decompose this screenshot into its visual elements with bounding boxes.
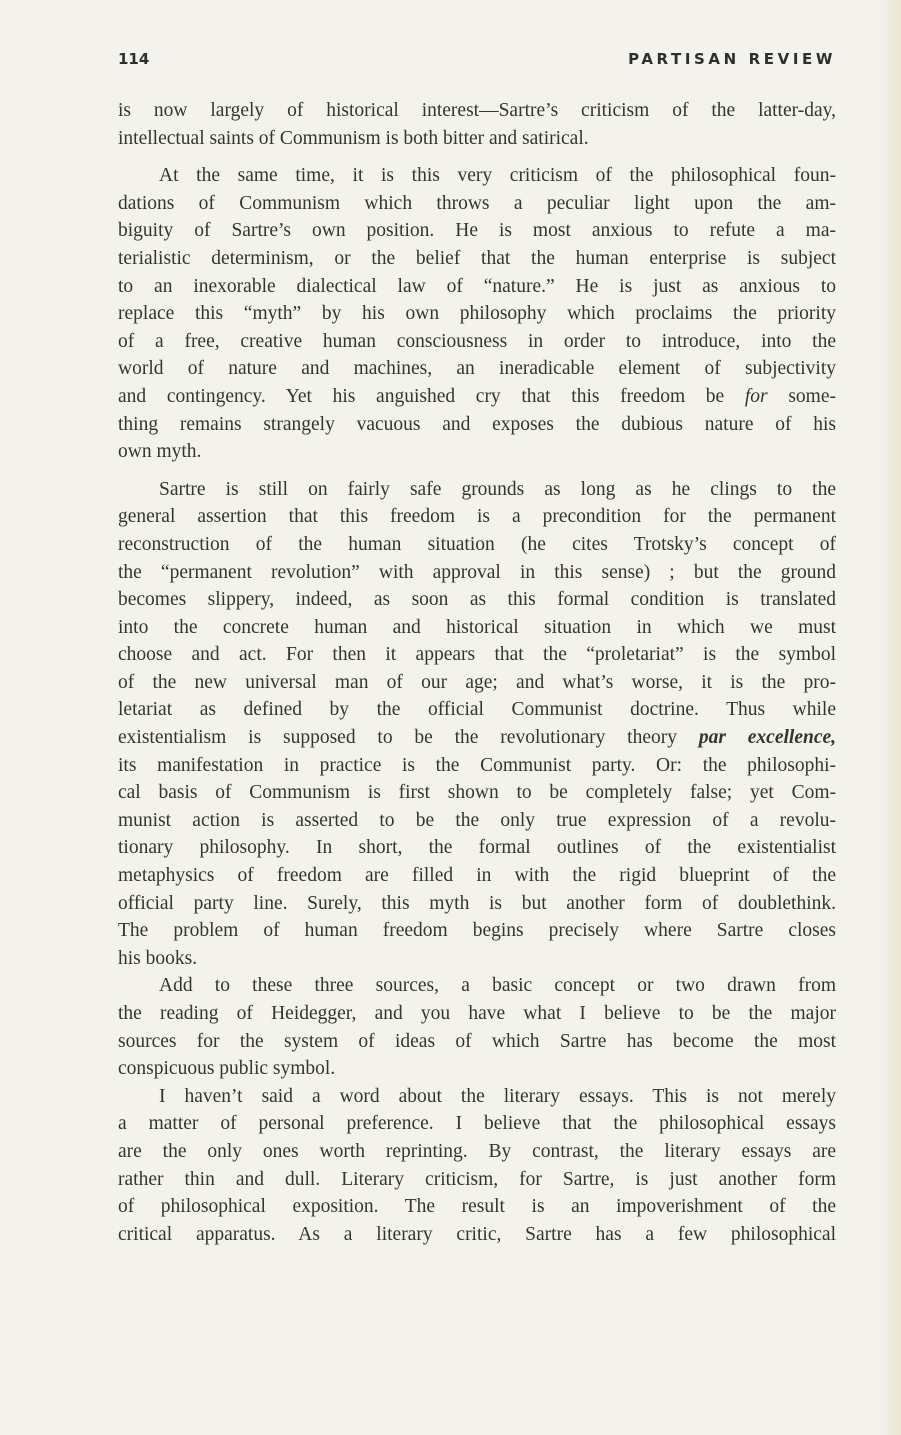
line-text: At the same time, it is this very criticism of the philosophical foun-	[159, 165, 836, 187]
text-line	[118, 273, 836, 301]
text-line	[118, 696, 836, 724]
line-text: metaphysics of freedom are filled in with the rigid blueprint of the	[118, 865, 836, 887]
text-line	[118, 355, 836, 383]
text-line	[118, 476, 836, 504]
text-line	[118, 125, 836, 153]
text-line	[118, 97, 836, 125]
line-text: rather thin and dull. Literary criticism, for Sartre, is just another form	[118, 1168, 836, 1190]
paragraph	[118, 476, 836, 973]
text-line	[118, 1193, 836, 1221]
text-line	[118, 1000, 836, 1028]
page-edge-shadow	[879, 0, 901, 1435]
text-line	[118, 614, 836, 642]
line-text: sources for the system of ideas of which Sartre has become the most	[118, 1030, 836, 1052]
line-text	[118, 727, 836, 748]
line-text: is now largely of historical interest—Sartre’s criticism of the latter-day,	[118, 100, 836, 121]
paragraph	[118, 1083, 836, 1249]
line-text: of a free, creative human consciousness in order to introduce, into the	[118, 330, 836, 352]
text-line	[118, 503, 836, 531]
line-text: official party line. Surely, this myth is but another form of doublethink.	[118, 892, 836, 914]
text-line	[118, 245, 836, 273]
text-line	[118, 724, 836, 752]
text-line	[118, 779, 836, 807]
line-text: Add to these three sources, a basic concept or two drawn from	[159, 975, 836, 997]
line-text: Sartre is still on fairly safe grounds as long as he clings to the	[159, 478, 836, 500]
line-text: critical apparatus. As a literary critic, Sartre has a few philosophical	[118, 1223, 836, 1245]
text-line	[118, 945, 836, 973]
text-line	[118, 862, 836, 890]
text-line	[118, 300, 836, 328]
text-line	[118, 1110, 836, 1138]
line-text-part: existentialism is supposed to be the revolutionary theory	[118, 727, 699, 749]
line-text: choose and act. For then it appears that the “proletariat” is the symbol	[118, 644, 836, 666]
line-text: intellectual saints of Communism is both bitter and satirical.	[118, 127, 589, 149]
page-number: 114	[118, 50, 150, 68]
line-text: thing remains strangely vacuous and exposes the dubious nature of his	[118, 413, 836, 435]
line-text-part: some-	[767, 385, 836, 407]
line-text: into the concrete human and historical situation in which we must	[118, 616, 836, 638]
line-text: its manifestation in practice is the Communist party. Or: the philosophi-	[118, 754, 836, 776]
text-line	[118, 752, 836, 780]
line-text: letariat as defined by the official Communist doctrine. Thus while	[118, 699, 836, 721]
line-text: becomes slippery, indeed, as soon as this formal condition is translated	[118, 589, 836, 611]
line-text: the “permanent revolution” with approval in this sense) ; but the ground	[118, 561, 836, 583]
text-line	[118, 438, 836, 466]
paragraph	[118, 972, 836, 1082]
text-line	[118, 328, 836, 356]
text-line	[118, 383, 836, 411]
text-line	[118, 162, 836, 190]
line-text: tionary philosophy. In short, the formal outlines of the existentialist	[118, 837, 836, 859]
text-line	[118, 1138, 836, 1166]
text-line	[118, 1166, 836, 1194]
text-line	[118, 1083, 836, 1111]
text-line	[118, 669, 836, 697]
line-text: The problem of human freedom begins precisely where Sartre closes	[118, 920, 836, 942]
line-text: I haven’t said a word about the literary essays. This is not merely	[159, 1085, 836, 1107]
body-text	[118, 97, 836, 1248]
line-text: replace this “myth” by his own philosophy which proclaims the priority	[118, 303, 836, 325]
text-line	[118, 411, 836, 439]
line-text: dations of Communism which throws a peculiar light upon the am-	[118, 192, 836, 214]
text-line	[118, 1028, 836, 1056]
text-line	[118, 834, 836, 862]
line-text: the reading of Heidegger, and you have what I believe to be the major	[118, 1003, 836, 1024]
text-line	[118, 559, 836, 587]
text-line	[118, 586, 836, 614]
line-text: own myth.	[118, 441, 202, 463]
text-line	[118, 917, 836, 945]
line-text: conspicuous public symbol.	[118, 1058, 336, 1080]
emphasized-text: for	[744, 385, 768, 407]
line-text-part: and contingency. Yet his anguished cry that this freedom be	[118, 385, 745, 407]
text-line	[118, 190, 836, 218]
line-text	[118, 386, 836, 407]
line-text: biguity of Sartre’s own position. He is most anxious to refute a ma-	[118, 220, 836, 242]
text-line	[118, 890, 836, 918]
text-line	[118, 1055, 836, 1083]
line-text: of the new universal man of our age; and what’s worse, it is the pro-	[118, 671, 836, 693]
line-text: a matter of personal preference. I believe that the philosophical essays	[118, 1113, 836, 1135]
line-text: general assertion that this freedom is a precondition for the permanent	[118, 506, 836, 528]
text-line	[118, 1221, 836, 1249]
emphasized-text: par excellence,	[698, 727, 837, 749]
line-text: of philosophical exposition. The result is an impoverishment of the	[118, 1196, 836, 1218]
line-text: cal basis of Communism is first shown to be completely false; yet Com-	[118, 782, 836, 804]
line-text: munist action is asserted to be the only true expression of a revolu-	[118, 809, 836, 831]
line-text: world of nature and machines, an ineradicable element of subjectivity	[118, 358, 836, 380]
text-line	[118, 217, 836, 245]
paragraph	[118, 97, 836, 152]
line-text: to an inexorable dialectical law of “nature.” He is just as anxious to	[118, 275, 836, 297]
line-text: are the only ones worth reprinting. By contrast, the literary essays are	[118, 1140, 836, 1162]
line-text: his books.	[118, 947, 198, 969]
text-line	[118, 531, 836, 559]
running-title: PARTISAN REVIEW	[628, 50, 836, 68]
text-line	[118, 972, 836, 1000]
text-line	[118, 807, 836, 835]
text-line	[118, 641, 836, 669]
paragraph	[118, 162, 836, 466]
line-text: reconstruction of the human situation (he cites Trotsky’s concept of	[118, 533, 836, 555]
line-text: terialistic determinism, or the belief that the human enterprise is subject	[118, 247, 836, 269]
